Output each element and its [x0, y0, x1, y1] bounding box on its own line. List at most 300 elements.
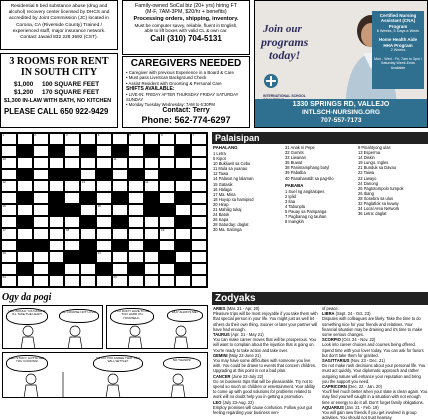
crossword-cell[interactable] [144, 216, 160, 228]
crossword-cell[interactable] [144, 275, 160, 287]
crossword-cell-number: 2 [34, 133, 36, 137]
comic-title: Ogy da pogi [2, 292, 52, 303]
comic-p1-bubble-right: OF COURSE NOT LOVE! [59, 309, 99, 323]
crossword-cell[interactable] [64, 228, 80, 240]
clue-item: 28 Sosebra sa ulus [358, 195, 394, 201]
crossword-block [17, 145, 33, 157]
crossword-cell[interactable] [33, 263, 49, 275]
caregivers-shift-2: • Monday Tuesday Wednesday: 7AM to 6:30PM [126, 102, 215, 108]
horoscope-dates: (Oct. 24 - Nov. 22) [342, 337, 376, 343]
rooms-size-2: 170 SQUARE FEET [42, 89, 100, 96]
crossword-cell[interactable] [159, 180, 175, 192]
nursing-badge-1: Certified Nursing Assistant (CNA) Program [379, 13, 417, 29]
clue-item: 36 Letra: daglat [358, 211, 387, 217]
crossword-cell[interactable] [64, 157, 80, 169]
crossword-block [144, 192, 160, 204]
comic-p1-bubble-left: LEO WOULD YOU MIND IF I'LL TAKE THE LEAD? [6, 308, 48, 325]
crossword-block [80, 240, 96, 252]
nursing-logo-icon [263, 73, 279, 89]
crossword-cell[interactable] [191, 157, 207, 169]
clue-item: 31 Anak ni Pepe [285, 145, 315, 150]
crossword-cell-number: 24 [2, 275, 6, 280]
crossword-cell[interactable] [112, 263, 128, 275]
crossword-cell[interactable] [33, 157, 49, 169]
clue-item: 4 Tabunpla [285, 203, 305, 209]
horoscope-text: You can make career moves that will be prosperous. You will want to complain about the injustice that is going on. You're ready to take action and take over. [213, 337, 316, 353]
ad-recovery-center [0, 0, 118, 50]
clue-item: 21 Mahilig tukaj [213, 207, 242, 213]
horoscope-text: Pleasure trips will be most enjoyable if you take them with that special person in your life. You might just as well let others do their own thing. Sooner or later your partner will have had enough. [213, 311, 318, 332]
crossword-cell-number: 6 [160, 133, 163, 137]
crossword-cell[interactable] [33, 133, 49, 145]
clues-col2-list [285, 145, 356, 181]
pababa-title: PABABA [285, 182, 304, 188]
crossword-cell[interactable] [159, 133, 175, 145]
clue-item: 23 Liwayo [358, 175, 377, 181]
crossword-cell[interactable] [80, 263, 96, 275]
horoscope-sign: SCORPIO [322, 337, 341, 343]
horoscope-entry [322, 337, 428, 358]
clue-item: 12 Tawa [213, 171, 229, 177]
crossword-cell[interactable] [64, 263, 80, 275]
crossword-cell[interactable] [191, 145, 207, 157]
crossword-cell[interactable] [49, 275, 65, 287]
clue-item: 1 Suel ng angitalopes [285, 188, 325, 194]
crossword-cell[interactable] [191, 228, 207, 240]
crossword-cell[interactable] [80, 169, 96, 181]
crossword-cell[interactable] [175, 251, 191, 263]
nursing-join-1: Join our [263, 23, 302, 35]
pahalang-title: PAHALANG [213, 145, 238, 150]
crossword-grid[interactable] [0, 132, 208, 288]
caregivers-bullet-1: • Caregiver with previous Experience in a Board & Care [126, 70, 234, 75]
nursing-info-panel [372, 11, 424, 89]
horoscope-sign: CAPRICORN [322, 384, 347, 390]
horoscope-sign: TAURUS [213, 332, 230, 338]
horoscope-entry [322, 358, 428, 384]
crossword-cell[interactable] [128, 251, 144, 263]
crossword-cell[interactable] [175, 204, 191, 216]
crossword-cell[interactable] [33, 275, 49, 287]
horoscope-entry [213, 374, 319, 400]
rooms-size-1: 100 SQUARE FEET [42, 81, 100, 88]
zodyaks-title: Zodyaks [215, 293, 256, 304]
crossword-block [175, 216, 191, 228]
crossword-cell[interactable] [96, 240, 112, 252]
crossword-cell[interactable] [191, 240, 207, 252]
ad-nursing-school [254, 0, 428, 128]
crossword-cell[interactable] [191, 192, 207, 204]
crossword-cell[interactable] [1, 263, 17, 275]
crossword-cell[interactable] [96, 251, 112, 263]
nursing-logo [263, 73, 307, 102]
horoscope-sign: AQUARIUS [322, 404, 344, 410]
horoscope-sign: CANCER [213, 373, 231, 379]
crossword-cell[interactable] [144, 133, 160, 145]
clue-item: 35 Buwat [285, 160, 303, 166]
crossword-cell[interactable] [17, 228, 33, 240]
comic-p3-characters [3, 372, 207, 398]
crossword-cell[interactable] [64, 133, 80, 145]
crossword-cell[interactable] [96, 157, 112, 169]
crossword-cell[interactable] [1, 228, 17, 240]
crossword-cell-number: 18 [65, 227, 70, 232]
horoscope-dates: (Sept. 24 - Oct. 23) [335, 311, 371, 317]
crossword-cell-number: 17 [2, 227, 6, 232]
clue-item: 32 Gomits [285, 150, 304, 156]
clue-item: 3 Ilaa [285, 198, 296, 204]
caregivers-phone: Phone: 562-774-6297 [141, 115, 231, 126]
crossword-cell[interactable] [128, 240, 144, 252]
comic-p1-characters [3, 325, 102, 349]
horoscope-entry [322, 384, 428, 405]
clue-item: 18 Huyop sa hamipisd [213, 196, 254, 202]
crossword-cell[interactable] [33, 192, 49, 204]
rooms-row-2 [4, 89, 114, 97]
crossword-cell[interactable] [175, 275, 191, 287]
crossword-cell[interactable] [33, 169, 49, 181]
crossword-cell[interactable] [128, 228, 144, 240]
crossword-cell[interactable] [112, 133, 128, 145]
clue-item: 22 Taiwa [358, 170, 375, 176]
crossword-cell[interactable] [191, 251, 207, 263]
nursing-address: 1330 SPRINGS RD, VALLEJO [292, 101, 390, 108]
crossword-block [96, 169, 112, 181]
horoscope-entry [322, 405, 428, 420]
crossword-cell[interactable] [49, 133, 65, 145]
crossword-cell[interactable] [33, 180, 49, 192]
pahalang-list [213, 151, 283, 233]
caregivers-contact: Contact: Terry [162, 107, 210, 115]
crossword-cell[interactable] [144, 228, 160, 240]
crossword-cell[interactable] [33, 228, 49, 240]
horoscope-dates: (June 22-July 22) [231, 373, 264, 379]
caregivers-shifts-title: SHIFTS AVAILABLE: [126, 85, 175, 92]
crossword-cell[interactable] [159, 240, 175, 252]
comic-p3-bubble-mid: SO DO YOU AGREE THAT YOU WILL SETTLE? [93, 355, 143, 372]
clue-item: 1 Letra [213, 151, 226, 156]
crossword-cell[interactable] [112, 251, 128, 263]
clue-item: 32 Paglatlok sa kuway [358, 201, 399, 207]
crossword-cell[interactable] [80, 275, 96, 287]
clue-item: 5 Pauay sa Pampanga [285, 209, 327, 215]
crossword-block [159, 169, 175, 181]
comic-p2-bubble-left: YOU DON'T HAVE TO BE TOO HARD ON YOURSELF... [110, 308, 154, 325]
clue-item: 13 Esperma [358, 150, 381, 156]
nursing-phone: 707-557-7173 [320, 117, 362, 124]
rooms-inlaw: $1,300 IN-LAW WITH BATH, NO KITCHEN [4, 98, 112, 104]
crossword-cell[interactable] [96, 275, 112, 287]
clue-item: 14 Palasot ng lalaman [213, 176, 254, 182]
crossword-cell[interactable] [128, 157, 144, 169]
crossword-cell[interactable] [128, 133, 144, 145]
crossword-cell[interactable] [191, 133, 207, 145]
crossword-cell[interactable] [17, 204, 33, 216]
crossword-cell[interactable] [128, 180, 144, 192]
rooms-call: PLEASE CALL 650 922-9429 [4, 107, 109, 116]
horoscope-sign: LEO [213, 399, 222, 405]
crossword-block [17, 216, 33, 228]
caregivers-bullet-3: • Assist Resident with Grooming & Personal Care [126, 80, 222, 86]
crossword-cell[interactable] [191, 169, 207, 181]
crossword-block [64, 169, 80, 181]
crossword-block [33, 240, 49, 252]
crossword-cell-number: 16 [97, 204, 101, 209]
crossword-cell[interactable] [96, 133, 112, 145]
clue-item: 11 Mula sa yuanao [213, 166, 248, 172]
crossword-cell[interactable] [112, 169, 128, 181]
clue-item: 26 Ibang [358, 190, 374, 196]
crossword-cell[interactable] [33, 216, 49, 228]
crossword-cell[interactable] [159, 275, 175, 287]
nursing-badge-2-sub: 2 Weeks [390, 48, 406, 53]
crossword-cell-number: 3 [65, 133, 68, 137]
crossword-block [49, 192, 65, 204]
family-line1: Family-owned SoCal biz (20+ yrs) hiring FT [135, 3, 237, 9]
crossword-cell[interactable] [128, 216, 144, 228]
crossword-cell[interactable] [64, 180, 80, 192]
crossword-cell[interactable] [1, 275, 17, 287]
crossword-cell[interactable] [17, 275, 33, 287]
horoscope-dates: (Dec. 22 - Jan. 20) [347, 384, 382, 390]
zodyaks-col-2 [322, 306, 428, 420]
crossword-cell-number: 20 [2, 251, 6, 256]
crossword-block [80, 192, 96, 204]
horoscope-dates: (Mar. 21 - Apr. 20) [226, 306, 260, 311]
crossword-cell-number: 11 [113, 156, 117, 161]
clue-item: 10 Bukluwit sa Cebu [213, 161, 251, 167]
family-line2: (M-F, 7AM-3PM, $20/hr + benefits) [145, 9, 227, 16]
crossword-cell[interactable] [17, 133, 33, 145]
crossword-cell[interactable] [96, 192, 112, 204]
zodyaks-header [212, 292, 428, 305]
clue-item: 5 Kipot [213, 156, 226, 162]
horoscope-sign: GEMINI [213, 352, 228, 358]
crossword-cell[interactable] [33, 145, 49, 157]
crossword-cell[interactable] [128, 204, 144, 216]
crossword-block [175, 263, 191, 275]
crossword-cell[interactable] [49, 216, 65, 228]
crossword-cell[interactable] [144, 157, 160, 169]
crossword-cell[interactable] [144, 169, 160, 181]
crossword-block [49, 263, 65, 275]
clue-item: 16 Halaga [213, 186, 232, 192]
crossword-cell[interactable] [49, 240, 65, 252]
clue-item: 40 Panahanatilt sa pag-tilo [285, 175, 334, 181]
nursing-contact-band [255, 99, 427, 127]
crossword-cell[interactable] [1, 204, 17, 216]
rooms-price-2: $1,200 [14, 89, 34, 96]
crossword-cell[interactable] [1, 240, 17, 252]
crossword-cell-number: 7 [192, 133, 195, 137]
horoscope-text: Go on business trips that will be pleasurable. Try not to spend so much on children or entertainment. Your ability to come up with good solutions for problems related to work will no doubt help you in getting a promotion. [213, 378, 315, 400]
crossword-cell[interactable] [144, 263, 160, 275]
crossword-cell[interactable] [1, 180, 17, 192]
horoscope-entry [213, 353, 319, 374]
family-call: Call (310) 704-5131 [150, 34, 222, 43]
crossword-cell[interactable] [64, 145, 80, 157]
clue-item: 28 Saturday: daglat [213, 222, 249, 228]
crossword-cell-number: 12 [2, 180, 6, 185]
crossword-cell[interactable] [191, 216, 207, 228]
horoscope-text: You will gain new friends if you get involved in group activities. You should not trust hearsay. [322, 410, 417, 420]
crossword-cell[interactable] [17, 251, 33, 263]
crossword-cell[interactable] [80, 228, 96, 240]
pababa-list [285, 189, 356, 225]
crossword-cell[interactable] [1, 169, 17, 181]
clue-item: 8 Inangkin [285, 219, 304, 225]
crossword-cell[interactable] [191, 204, 207, 216]
crossword-cell[interactable] [49, 251, 65, 263]
crossword-cell[interactable] [1, 145, 17, 157]
clues-col-3 [358, 145, 428, 292]
crossword-cell[interactable] [96, 228, 112, 240]
clue-item: 17 Ma. Mina [213, 191, 236, 197]
ad-caregivers [122, 56, 250, 128]
clue-item: 30 Ma. Salonga [213, 227, 242, 233]
crossword-cell[interactable] [1, 192, 17, 204]
horoscope-text: Look into career choices and courses being offered. Spend time with your lover today. You can ask for favors but don't take them for granted. [322, 342, 424, 358]
crossword-cell[interactable] [80, 180, 96, 192]
crossword-block [17, 263, 33, 275]
crossword-block [144, 204, 160, 216]
crossword-block [112, 240, 128, 252]
horoscope-text: Do not make rash decisions about your personal life. You must act quickly. Your diplomatic approach and rather outgoing nature will enhance your reputation and bring you the support you need. [322, 363, 426, 384]
clue-item: 38 Panimamphang butyl [285, 165, 330, 171]
comic-panel-3 [2, 352, 208, 398]
crossword-cell[interactable] [80, 133, 96, 145]
crossword-cell[interactable] [64, 216, 80, 228]
nursing-badge-3: Mon - Wed - Fri, 7am to 3pm / Saturday Week-Ends Available [374, 57, 422, 70]
crossword-cell[interactable] [144, 251, 160, 263]
clue-item: 34 Local Area Network [358, 206, 400, 212]
crossword-cell-number: 26 [113, 275, 117, 280]
crossword-cell[interactable] [159, 145, 175, 157]
crossword-cell[interactable] [112, 275, 128, 287]
crossword-cell[interactable] [17, 157, 33, 169]
horoscope-sign: LIBRA [322, 311, 335, 317]
crossword-cell[interactable] [128, 145, 144, 157]
crossword-block [175, 169, 191, 181]
crossword-cell[interactable] [17, 180, 33, 192]
crossword-cell-number: 14 [145, 180, 149, 185]
crossword-block [49, 169, 65, 181]
crossword-cell[interactable] [191, 275, 207, 287]
crossword-block [175, 240, 191, 252]
clue-item: 15 Gatasik [213, 181, 233, 187]
crossword-block [128, 263, 144, 275]
crossword-block [64, 204, 80, 216]
clue-item: 21 Bunduk sa Davao [358, 165, 397, 171]
palaisipan-header [212, 132, 428, 144]
crossword-cell[interactable] [64, 192, 80, 204]
crossword-cell[interactable] [191, 180, 207, 192]
comic-panel-2 [106, 305, 208, 349]
nursing-badge-2: Home Health Aide HHA Program [378, 37, 418, 48]
crossword-cell[interactable] [96, 216, 112, 228]
crossword-cell[interactable] [159, 216, 175, 228]
crossword-cell[interactable] [49, 228, 65, 240]
ad-recovery-text: Residential 6 bed substance abuse (drug and alcohol) recovery center licensed by DHCS and accredited by Joint Commission (JC) located in Corona, CA (Riverside County) Trained / experienced staff, major insurance network. Contact Javaid 832 228 3692 (CST). [8, 4, 110, 41]
comic-p3-bubble-right: NO THANKS! [163, 357, 201, 370]
nursing-website: INTLSCH-NURSING.ORG [301, 109, 381, 116]
crossword-cell[interactable] [33, 251, 49, 263]
comic-panel-1 [2, 305, 103, 349]
crossword-cell[interactable] [112, 180, 128, 192]
horoscope-dates: (Apr. 21 - May 21) [230, 332, 264, 338]
crossword-cell[interactable] [33, 204, 49, 216]
horoscope-text: You'll feel much better when your slate is clean again. You may find yourself caught in a situation with not enough time or energy to do it all. Don't forget family obligations. [322, 389, 428, 405]
caregivers-bullet-2: • Must pass LiveScan Background Check [126, 75, 207, 81]
crossword-block [17, 192, 33, 204]
crossword-cell[interactable] [80, 204, 96, 216]
crossword-cell[interactable] [159, 263, 175, 275]
clue-item: 14 Diskin [358, 155, 375, 161]
crossword-cell[interactable] [1, 251, 17, 263]
crossword-cell[interactable] [175, 228, 191, 240]
crossword-cell[interactable] [96, 180, 112, 192]
caregivers-title: CAREGIVERS NEEDED [130, 58, 242, 69]
crossword-cell[interactable] [128, 192, 144, 204]
crossword-cell[interactable] [112, 157, 128, 169]
crossword-cell[interactable] [144, 180, 160, 192]
crossword-cell[interactable] [49, 157, 65, 169]
rooms-row-1 [4, 81, 114, 89]
crossword-cell[interactable] [112, 204, 128, 216]
crossword-cell[interactable] [128, 275, 144, 287]
crossword-cell[interactable] [112, 228, 128, 240]
clue-item: 7 Pagbanag ng tauhan [285, 214, 327, 220]
crossword-cell[interactable] [159, 192, 175, 204]
crossword-cell[interactable] [1, 216, 17, 228]
crossword-cell[interactable] [49, 180, 65, 192]
rooms-title-1: 3 ROOMS FOR RENT [9, 56, 109, 67]
crossword-cell[interactable] [64, 275, 80, 287]
crossword-cell[interactable] [64, 240, 80, 252]
crossword-cell[interactable] [96, 145, 112, 157]
crossword-cell[interactable] [159, 157, 175, 169]
crossword-cell[interactable] [80, 157, 96, 169]
crossword-cell-number: 13 [81, 180, 86, 185]
crossword-block [96, 263, 112, 275]
crossword-block [49, 145, 65, 157]
crossword-cell[interactable] [191, 263, 207, 275]
crossword-cell[interactable] [1, 133, 17, 145]
nursing-join-2: programs [261, 35, 309, 49]
crossword-cell[interactable] [175, 157, 191, 169]
crossword-cell[interactable] [96, 204, 112, 216]
clue-item: 24 Danong [358, 180, 379, 186]
crossword-block [17, 169, 33, 181]
rooms-title-2: IN SOUTH CITY [20, 67, 98, 78]
crossword-cell[interactable] [1, 157, 17, 169]
crossword-block [175, 145, 191, 157]
crossword-block [17, 240, 33, 252]
clue-item: 2 Iplid [285, 193, 296, 199]
comic-p3-bubble-left: LEO STUDY, GOTTA SEE YOU COOKING! [6, 355, 48, 372]
nursing-badge-1-sub: 6 Weeks, 5 Days a Week [376, 29, 420, 34]
horoscope-dates: (July 23-Aug. 22) [222, 399, 254, 405]
clues-col-1 [213, 145, 283, 292]
crossword-cell[interactable] [175, 133, 191, 145]
crossword-block [175, 192, 191, 204]
crossword-block [112, 145, 128, 157]
crossword-cell[interactable] [175, 180, 191, 192]
family-line3: Processing orders, shipping, inventory. [133, 15, 239, 22]
clue-item: 19 Lungo. Ingles [358, 160, 389, 166]
crossword-block [112, 192, 128, 204]
crossword-cell[interactable] [159, 228, 175, 240]
